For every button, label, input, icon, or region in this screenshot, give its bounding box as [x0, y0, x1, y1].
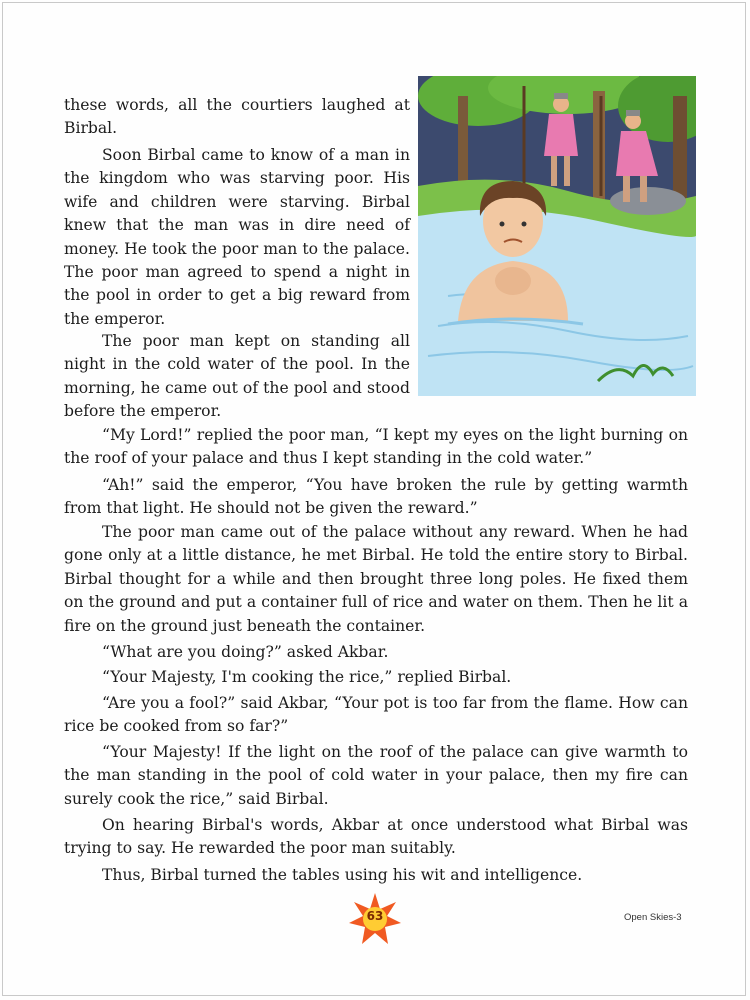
page-number: 63 — [366, 909, 384, 923]
rock — [610, 187, 686, 215]
story-paragraph: “Your Majesty, I'm cooking the rice,” replied Birbal. — [102, 668, 512, 686]
tree-trunk — [458, 96, 468, 186]
story-paragraph: these words, all the courtiers laughed at Birbal. — [64, 96, 410, 138]
page-number-badge — [348, 892, 402, 946]
story-paragraph: “Are you a fool?” said Akbar, “Your pot is too far from the flame. How can rice be cooked from so far?” — [64, 694, 688, 736]
story-paragraph: “My Lord!” replied the poor man, “I kept my eyes on the light burning on the roof of your palace and thus I kept standing in the cold water.” — [64, 426, 688, 468]
story-paragraph: On hearing Birbal's words, Akbar at once understood what Birbal was trying to say. He rewarded the poor man suitably. — [64, 816, 688, 858]
story-paragraph: Soon Birbal came to know of a man in the kingdom who was starving poor. His wife and children were starving. Birbal knew that the man was in dire need of money. He took the poor man to the palace. The poor man agreed to spend a night in the pool in order to get a big reward from the emperor. — [64, 146, 410, 328]
story-paragraph: The poor man came out of the palace without any reward. When he had gone only at a little distance, he met Birbal. He told the entire story to Birbal. Birbal thought for a while and then brought three long poles. He fixed them on the ground and put a container full of rice and water on them. Then he lit a fire on the ground just beneath the container. — [64, 523, 688, 635]
story-paragraph: “Your Majesty! If the light on the roof of the palace can give warmth to the man standing in the pool of cold water in your palace, then my fire can surely cook the rice,” said Birbal. — [64, 743, 688, 808]
story-paragraph: “Ah!” said the emperor, “You have broken the rule by getting warmth from that light. He should not be given the reward.” — [64, 476, 688, 518]
story-paragraph: “What are you doing?” asked Akbar. — [102, 643, 389, 661]
story-illustration — [418, 76, 696, 396]
book-title: Open Skies-3 — [624, 912, 682, 923]
story-paragraph: Thus, Birbal turned the tables using his wit and intelligence. — [102, 866, 583, 884]
story-paragraph: The poor man kept on standing all night in the cold water of the pool. In the morning, he came out of the pool and stood before the emperor. — [64, 332, 410, 421]
